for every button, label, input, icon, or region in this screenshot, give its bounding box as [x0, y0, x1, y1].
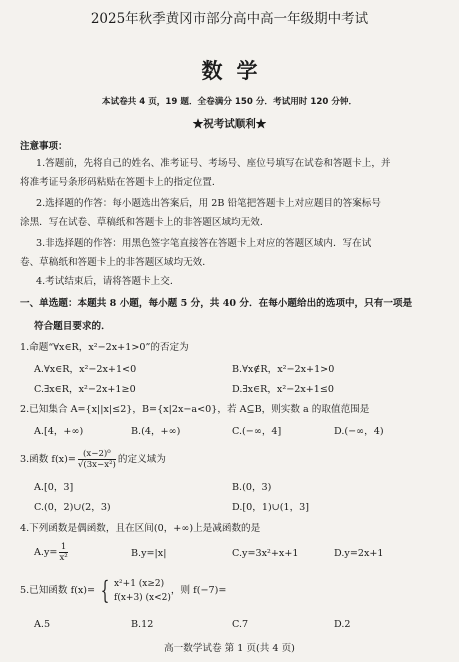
- q3-option-d: D.[0，1)∪(1，3]: [232, 502, 310, 513]
- subject-title: 数学: [201, 58, 272, 83]
- q2-option-a: A.[4，+∞): [34, 426, 84, 437]
- question-5-stem: [20, 577, 226, 605]
- page-footer: 高一数学试卷 第 1 页(共 4 页): [164, 643, 295, 654]
- q5-case-2: f(x+3) (x<2): [113, 593, 171, 603]
- q4-a-fraction: [59, 542, 67, 563]
- question-3-stem: [20, 449, 166, 471]
- q2-option-c: C.(−∞，4]: [232, 426, 282, 437]
- q4-option-c: C.y=3x²+x+1: [232, 548, 299, 559]
- q5-suffix: ，则 f(−7)=: [170, 585, 227, 597]
- notice-line: 1.答题前，先将自己的姓名、准考证号、考场号、座位号填写在试卷和答题卡上，并: [36, 158, 391, 169]
- q2-option-b: B.(4，+∞): [131, 426, 181, 437]
- q1-option-b: B.∀x∉R，x²−2x+1>0: [232, 364, 335, 375]
- exam-meta: 本试卷共 4 页，19 题．全卷满分 150 分．考试用时 120 分钟．: [101, 97, 358, 107]
- notice-line: 4.考试结束后，请将答题卡上交．: [36, 276, 180, 287]
- q5-option-a: A.5: [34, 619, 51, 630]
- notice-line: 卷、草稿纸和答题卡上的非答题区域均无效．: [20, 257, 212, 268]
- q1-option-a: A.∀x∈R，x²−2x+1<0: [34, 364, 137, 375]
- q2-option-d: D.(−∞，4): [334, 426, 384, 437]
- q3-fraction: [78, 449, 116, 470]
- q3-option-c: C.(0，2)∪(2，3): [34, 502, 111, 513]
- question-2-stem: 2.已知集合 A={x||x|≤2}，B={x|2x−a<0}，若 A⊆B，则实数 a 的取值范围是: [20, 404, 370, 415]
- notice-line: 涂黑．写在试卷、草稿纸和答题卡上的非答题区域均无效．: [20, 217, 270, 228]
- q4-option-b: B.y=|x|: [131, 548, 167, 559]
- q5-case-1: x²+1 (x≥2): [113, 579, 165, 589]
- q3-suffix: 的定义域为: [117, 454, 166, 465]
- q5-cases: [114, 577, 171, 605]
- q1-option-d: D.∃x∈R，x²−2x+1≤0: [232, 384, 335, 395]
- notice-line: 2.选择题的作答：每小题选出答案后，用 2B 铅笔把答题卡上对应题目的答案标号: [36, 198, 381, 209]
- q1-option-c: C.∃x∈R，x²−2x+1≥0: [34, 384, 136, 395]
- section-heading: 一、单选题：本题共 8 小题，每小题 5 分，共 40 分．在每小题给出的选项中，只有一项是: [20, 298, 413, 309]
- notice-line: 将准考证号条形码粘贴在答题卡上的指定位置．: [20, 177, 222, 188]
- q5-brace: {: [100, 576, 110, 605]
- q5-option-c: C.7: [232, 619, 249, 630]
- q5-option-d: D.2: [334, 619, 351, 630]
- section-heading-cont: 符合题目要求的．: [34, 321, 111, 332]
- q3-prefix: 3.函数 f(x)=: [20, 454, 76, 465]
- exam-title: 2025年秋季黄冈市部分高中高一年级期中考试: [90, 11, 369, 27]
- q5-prefix: 5.已知函数 f(x)=: [20, 585, 96, 597]
- q3-option-a: A.[0，3]: [34, 482, 74, 493]
- q5-option-b: B.12: [131, 619, 154, 630]
- notice-line: 3.非选择题的作答：用黑色签字笔直接答在答题卡上对应的答题区域内．写在试: [36, 238, 372, 249]
- q4-option-a: [34, 542, 70, 564]
- q4-option-d: D.y=2x+1: [334, 548, 384, 559]
- q3-numerator: (x−2)⁰: [78, 449, 116, 460]
- q4-a-numerator: 1: [60, 542, 67, 552]
- question-1-stem: 1.命题“∀x∈R，x²−2x+1>0”的否定为: [20, 342, 189, 353]
- question-4-stem: 4.下列函数是偶函数，且在区间(0，+∞)上是减函数的是: [20, 523, 261, 534]
- notice-heading: 注意事项：: [20, 141, 68, 152]
- q3-option-b: B.(0，3): [232, 482, 272, 493]
- good-luck-banner: ★祝考试顺利★: [192, 118, 267, 130]
- q4-a-denominator: x²: [59, 553, 68, 563]
- q3-denominator: √(3x−x²): [77, 460, 116, 470]
- q4-a-prefix: A.y=: [34, 547, 58, 558]
